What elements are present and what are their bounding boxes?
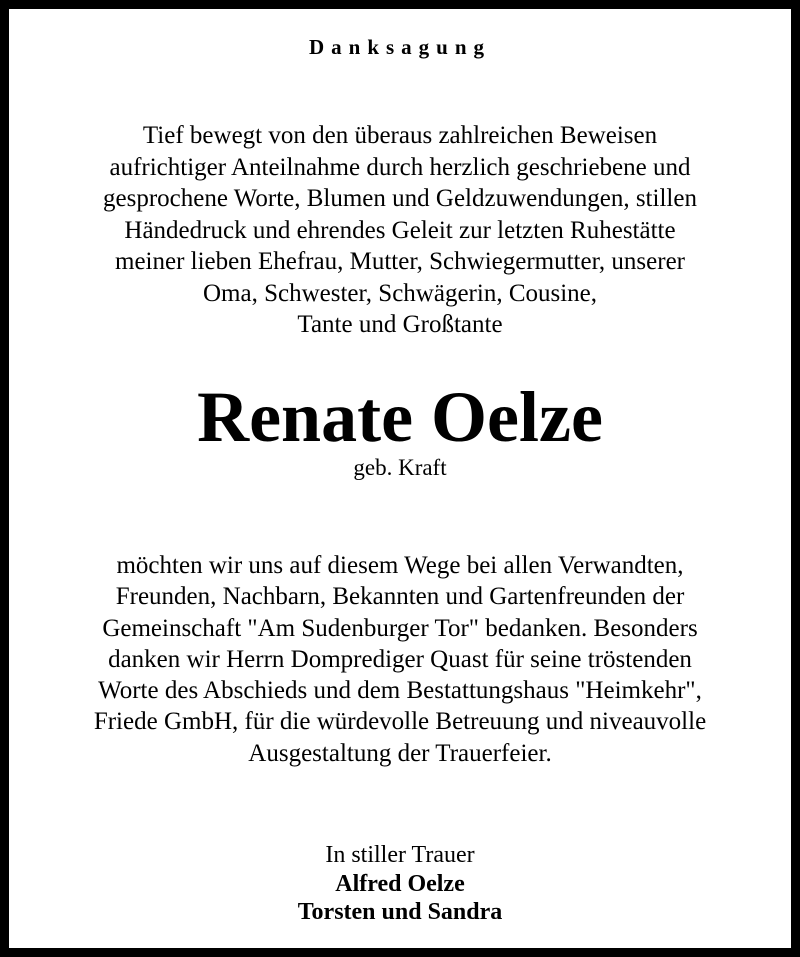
thanks-line: Freunden, Nachbarn, Bekannten und Gartenfreunden der [115,583,685,611]
intro-line: Tief bewegt von den überaus zahlreichen Beweisen [142,122,658,149]
mourner-name: Torsten und Sandra [297,899,503,925]
thanks-paragraph [9,550,791,769]
deceased-name: Renate Oelze [197,377,603,457]
intro-line: Tante und Großtante [297,311,503,338]
thanks-line: Worte des Abschieds und dem Bestattungshaus "Heimkehr", [98,677,702,705]
mourner-name: Alfred Oelze [335,870,465,897]
intro-line: gesprochene Worte, Blumen und Geldzuwendungen, stillen [103,185,697,212]
intro-line: meiner lieben Ehefrau, Mutter, Schwiegermutter, unserer [115,248,685,275]
thanks-line: möchten wir uns auf diesem Wege bei allen Verwandten, [116,552,684,579]
thanks-line: Ausgestaltung der Trauerfeier. [248,739,552,767]
birth-name: geb. Kraft [353,455,447,480]
intro-paragraph [9,120,791,341]
thanks-line: Gemeinschaft "Am Sudenburger Tor" bedanken. Besonders [102,614,698,642]
thanks-line: danken wir Herrn Domprediger Quast für seine tröstenden [108,645,692,673]
intro-line: Oma, Schwester, Schwägerin, Cousine, [202,279,598,307]
intro-line: aufrichtiger Anteilnahme durch herzlich geschriebene und [109,153,691,181]
notice-heading: Danksagung [308,35,492,59]
closing-phrase: In stiller Trauer [325,842,475,868]
thanks-line: Friede GmbH, für die würdevolle Betreuung und niveauvolle [93,708,707,736]
intro-line: Händedruck und ehrendes Geleit zur letzten Ruhestätte [124,216,676,244]
signature-block [9,841,791,927]
